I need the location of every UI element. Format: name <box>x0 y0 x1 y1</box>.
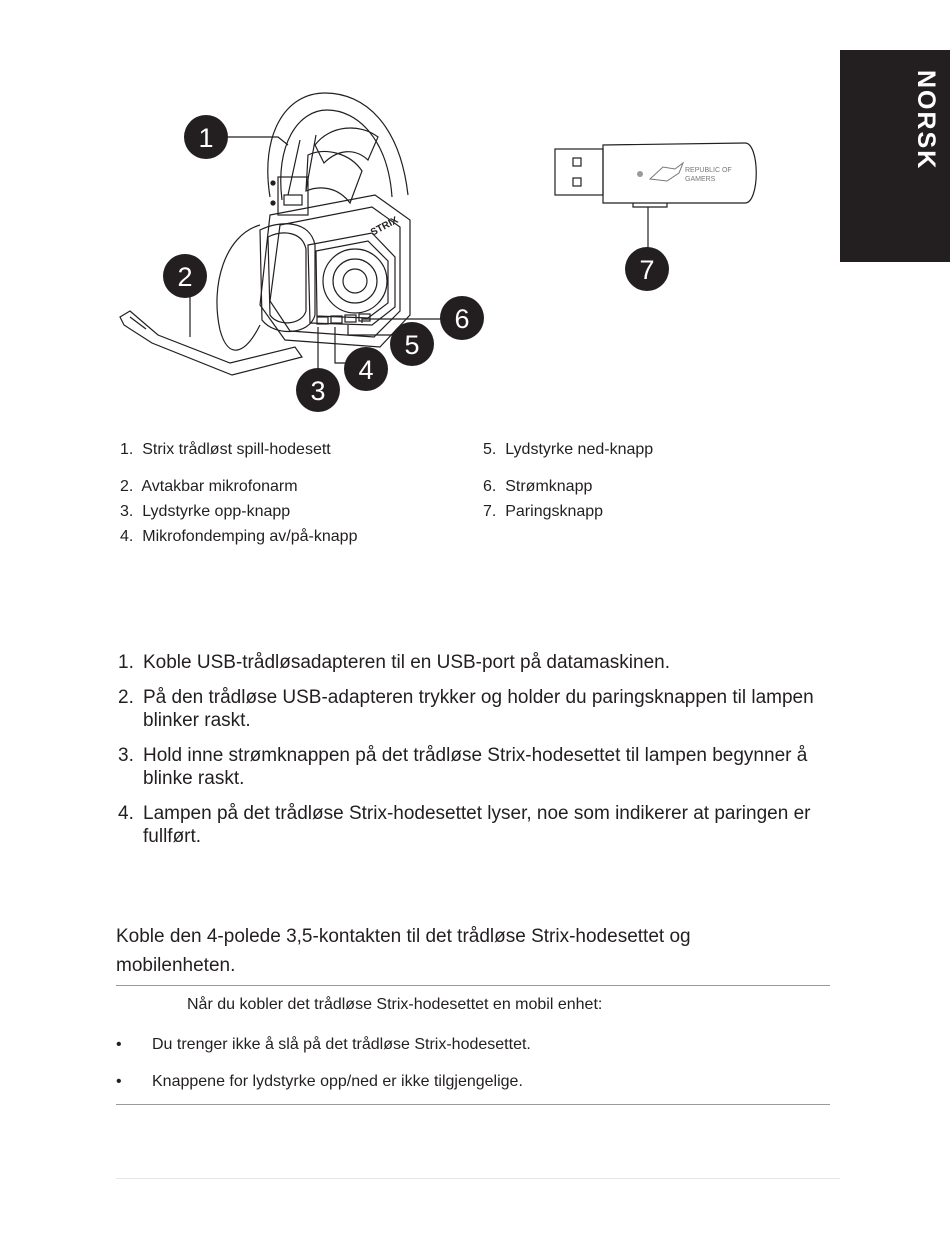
dongle-logo-line2: GAMERS <box>685 176 716 183</box>
rog-logo-icon <box>650 163 683 181</box>
pairing-step: 1. Koble USB-trådløsadapteren til en USB-port på datamaskinen. <box>118 652 670 673</box>
headset-illustration <box>110 85 510 415</box>
svg-text:3: 3 <box>310 376 326 406</box>
bullet-icon: • <box>116 1036 122 1053</box>
part-item: 7. Paringsknapp <box>483 503 604 520</box>
footer-rule <box>116 1178 840 1179</box>
dongle-led-icon <box>637 171 643 177</box>
part-item: 5. Lydstyrke ned-knapp <box>483 441 654 458</box>
callout-2 <box>163 254 207 298</box>
pairing-step: 2. På den trådløse USB-adapteren trykker og holder du paringsknappen til lampen blinker raskt. <box>118 687 814 731</box>
callout-3 <box>296 368 340 412</box>
callout-4 <box>344 347 388 391</box>
part-item: 3. Lydstyrke opp-knapp <box>120 503 291 520</box>
pairing-steps <box>118 651 838 860</box>
part-item: 4. Mikrofondemping av/på-knapp <box>120 528 358 545</box>
language-tab <box>840 50 950 262</box>
bullet-icon: • <box>116 1073 122 1090</box>
usb-dongle-illustration <box>545 135 775 295</box>
part-item: 1. Strix trådløst spill-hodesett <box>120 441 331 458</box>
callout-6 <box>440 296 484 340</box>
svg-text:2: 2 <box>177 262 193 292</box>
note-bottom-rule <box>116 1104 830 1105</box>
callout-5 <box>390 322 434 366</box>
svg-text:1: 1 <box>198 123 214 153</box>
pairing-step: 4. Lampen på det trådløse Strix-hodesettet lyser, noe som indikerer at paringen er fullført. <box>118 803 811 847</box>
callout-7 <box>625 247 669 291</box>
svg-text:7: 7 <box>639 255 655 285</box>
dongle-logo-line1: REPUBLIC OF <box>685 167 732 174</box>
svg-text:6: 6 <box>454 304 470 334</box>
part-item: 6. Strømknapp <box>483 478 593 495</box>
callout-1 <box>184 115 228 159</box>
part-item: 2. Avtakbar mikrofonarm <box>120 478 298 495</box>
mobile-connection-text: Koble den 4-polede 3,5-kontakten til det trådløse Strix-hodesettet og mobilenheten. <box>116 926 691 976</box>
pairing-step: 3. Hold inne strømknappen på det trådløse Strix-hodesettet til lampen begynner å blinke raskt. <box>118 745 808 789</box>
note-top-rule <box>116 985 830 986</box>
svg-text:4: 4 <box>358 355 374 385</box>
svg-text:5: 5 <box>404 330 420 360</box>
note-title: Når du kobler det trådløse Strix-hodesettet en mobil enhet: <box>187 996 603 1013</box>
headset-brand-text: STRIX <box>368 214 401 239</box>
language-tab-label: NORSK <box>912 70 940 171</box>
